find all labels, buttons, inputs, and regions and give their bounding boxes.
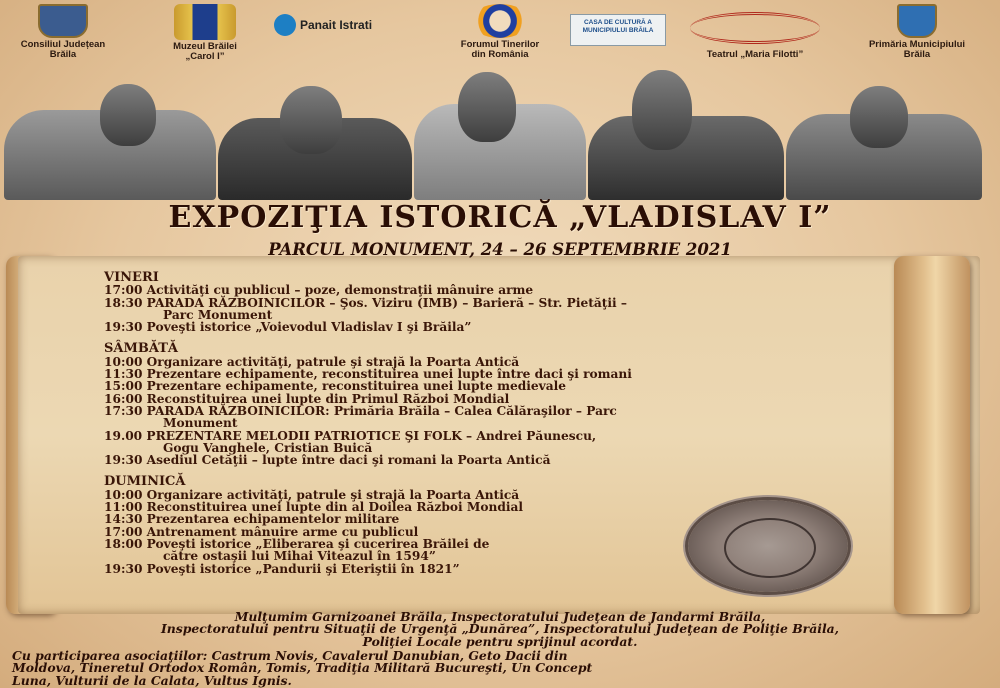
- schedule-entry: [104, 454, 894, 466]
- event-location-dates: PARCUL MONUMENT, 24 – 26 SEPTEMBRIE 2021: [268, 240, 732, 259]
- acknowledgements: [0, 611, 1000, 648]
- historic-seal-image: [688, 500, 848, 592]
- entry-time: 10:00: [104, 354, 143, 369]
- medieval-knight-photo: [414, 66, 586, 200]
- entry-time: 11:00: [104, 500, 143, 515]
- participants-line: Moldova, Tineretul Ortodox Român, Tomis, Tradiţia Militară Bucureşti, Un Concept: [12, 660, 593, 676]
- entry-text: Activităţi cu publicul – poze, demonstraţii mânuire arme: [146, 283, 534, 298]
- logo-label: Brăila: [903, 49, 931, 60]
- youth-forum-logo-icon: [470, 4, 530, 38]
- entry-time: 18:30: [104, 295, 143, 310]
- thanks-line: Inspectoratului pentru Situaţii de Urgenţă „Dunărea”, Inspectoratului Judeţean de Poliţie Brăila,: [160, 621, 839, 637]
- entry-time: 18:00: [104, 536, 143, 551]
- library-logo-icon: [274, 14, 296, 36]
- entry-text: Prezentarea echipamentelor militare: [146, 512, 400, 527]
- entry-time: 11:30: [104, 367, 143, 382]
- day-gap: [104, 333, 894, 343]
- entry-text: Prezentare echipamente, reconstituirea unei lupte medievale: [146, 379, 567, 394]
- entry-text: PARADA RĂZBOINICILOR: Primăria Brăila – Calea Călăraşilor – Parc: [146, 403, 617, 418]
- logo-label: Muzeul Brăilei: [173, 41, 237, 52]
- entry-text: Parc Monument: [163, 307, 273, 322]
- entry-text: Organizare activităţi, patrule şi strajă la Poarta Antică: [146, 354, 520, 369]
- exhibition-title: EXPOZIŢIA ISTORICĂ „VLADISLAV I”: [168, 200, 832, 235]
- culture-house-logo-icon: CASA DE CULTURĂ A MUNICIPIULUI BRĂILA: [570, 14, 666, 46]
- entry-time: 17:00: [104, 283, 143, 298]
- entry-text: PARADA RĂZBOINICILOR – Şos. Viziru (IMB) – Barieră – Str. Pietăţii –: [146, 295, 627, 310]
- entry-text: Poveşti istorice „Pandurii şi Eteriştii în 1821”: [146, 561, 460, 576]
- entry-time: 19:30: [104, 453, 143, 468]
- entry-text: Antrenament mânuire arme cu publicul: [146, 524, 419, 539]
- logo-label: „Carol I”: [185, 51, 225, 62]
- logo-culture-house: [568, 14, 668, 48]
- entry-time: 19:30: [104, 561, 143, 576]
- theatre-logo-icon: [690, 12, 820, 44]
- logo-label: din România: [471, 49, 529, 60]
- entry-time: 14:30: [104, 512, 143, 527]
- participants-line: Luna, Vulturii de la Calata, Vultus Ignis.: [12, 672, 292, 688]
- logo-label: Brăila: [49, 49, 77, 60]
- logo-youth-forum: [440, 4, 560, 60]
- thanks-line: Mulţumim Garnizoanei Brăila, Inspectoratului Judeţean de Jandarmi Brăila,: [234, 609, 766, 624]
- day-heading: DUMINICĂ: [104, 474, 186, 490]
- museum-crest-icon: [174, 4, 236, 40]
- logo-city-hall: [842, 4, 992, 60]
- entry-text: Gogu Vanghele, Cristian Buică: [163, 440, 373, 455]
- logo-label: Teatrul „Maria Filotti”: [706, 49, 804, 60]
- participants-line: Cu participarea asociaţiilor: Castrum Novis, Cavalerul Danubian, Geto Dacii din: [12, 648, 568, 663]
- schedule-entry: [104, 321, 894, 333]
- entry-text: Monument: [163, 416, 238, 431]
- participating-associations: [12, 650, 992, 687]
- scroll-right-roll: [894, 256, 970, 614]
- logo-county-council: [8, 4, 118, 60]
- logo-theatre: [680, 12, 830, 60]
- entry-time: 15:00: [104, 379, 143, 394]
- logo-label: Primăria Municipiului: [868, 39, 966, 50]
- logo-library: [274, 14, 434, 36]
- day-gap: [104, 466, 894, 476]
- entry-time: 19:30: [104, 320, 143, 335]
- logo-museum: [150, 4, 260, 62]
- entry-text: către ostaşii lui Mihai Viteazul în 1594”: [163, 549, 436, 564]
- entry-text: PREZENTARE MELODII PATRIOTICE ŞI FOLK – Andrei Păunescu,: [146, 428, 597, 443]
- reenactor-portraits: [0, 66, 1000, 200]
- entry-time: 19.00: [104, 428, 143, 443]
- entry-time: 10:00: [104, 487, 143, 502]
- entry-time: 17:00: [104, 524, 143, 539]
- entry-time: 17:30: [104, 403, 143, 418]
- county-shield-icon: [38, 4, 88, 38]
- entry-text: Reconstituirea unei lupte din Primul Război Mondial: [146, 391, 510, 406]
- pandur-soldier-photo: [588, 66, 784, 200]
- entry-text: Reconstituirea unei lupte din al Doilea Război Mondial: [146, 500, 524, 515]
- logo-label: Forumul Tinerilor: [460, 39, 540, 50]
- entry-text: Poveşti istorice „Voievodul Vladislav I şi Brăila”: [146, 320, 472, 335]
- thanks-line: Poliţiei Locale pentru sprijinul acordat.: [362, 633, 638, 649]
- entry-text: Prezentare echipamente, reconstituirea unei lupte între daci şi romani: [146, 367, 632, 382]
- logo-label: Consiliul Județean: [20, 39, 106, 50]
- sponsor-logos: [0, 4, 1000, 64]
- ww1-officer-photo: [786, 66, 982, 200]
- entry-time: 16:00: [104, 391, 143, 406]
- entry-text: Asediul Cetăţii – lupte între daci şi romani la Poarta Antică: [146, 453, 551, 468]
- dacian-warrior-photo: [4, 66, 216, 200]
- day-heading: SÂMBĂTĂ: [104, 341, 178, 357]
- city-hall-shield-icon: [897, 4, 937, 38]
- roman-legionary-photo: [218, 66, 412, 200]
- entry-text: Poveşti istorice „Eliberarea şi cucerirea Brăilei de: [146, 536, 490, 551]
- entry-text: Organizare activităţi, patrule şi strajă la Poarta Antică: [146, 487, 520, 502]
- logo-label: Panait Istrati: [300, 18, 373, 32]
- day-heading: VINERI: [104, 270, 159, 285]
